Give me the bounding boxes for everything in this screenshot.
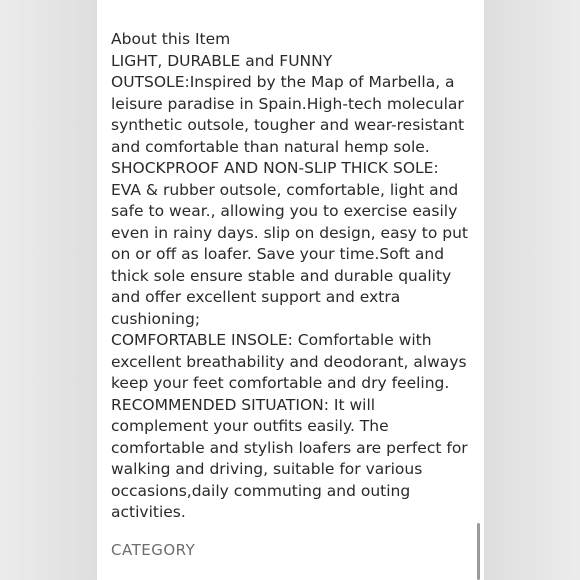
right-margin (484, 0, 580, 580)
about-section (111, 29, 473, 561)
scrollbar-thumb[interactable] (477, 523, 480, 580)
category-heading: CATEGORY (111, 540, 196, 559)
left-margin (0, 0, 97, 580)
feature-outsole: LIGHT, DURABLE and FUNNY OUTSOLE:Inspired by the Map of Marbella, a leisure paradise in Spain.High-tech molecular synthetic outsole, tougher and wear-resistant and comfortable than natural hemp sole. (111, 51, 465, 156)
item-details-panel (97, 0, 484, 580)
about-title: About this Item (111, 30, 231, 48)
feature-situation: RECOMMENDED SITUATION: It will complement your outfits easily. The comfortable and stylish loafers are perfect for walking and driving, suitable for various occasions,daily commuting and outing activities. (111, 395, 468, 521)
feature-thick-sole: SHOCKPROOF AND NON-SLIP THICK SOLE: EVA & rubber outsole, comfortable, light and safe to wear., allowing you to exercise easily even in rainy days. slip on design, easy to put on or off as loafer. Save your time.Soft and thick sole ensure stable and durable quality and offer excellent support and extra cushioning; (111, 159, 468, 328)
feature-insole: COMFORTABLE INSOLE: Comfortable with excellent breathability and deodorant, always keep your feet comfortable and dry feeling. (111, 331, 467, 392)
